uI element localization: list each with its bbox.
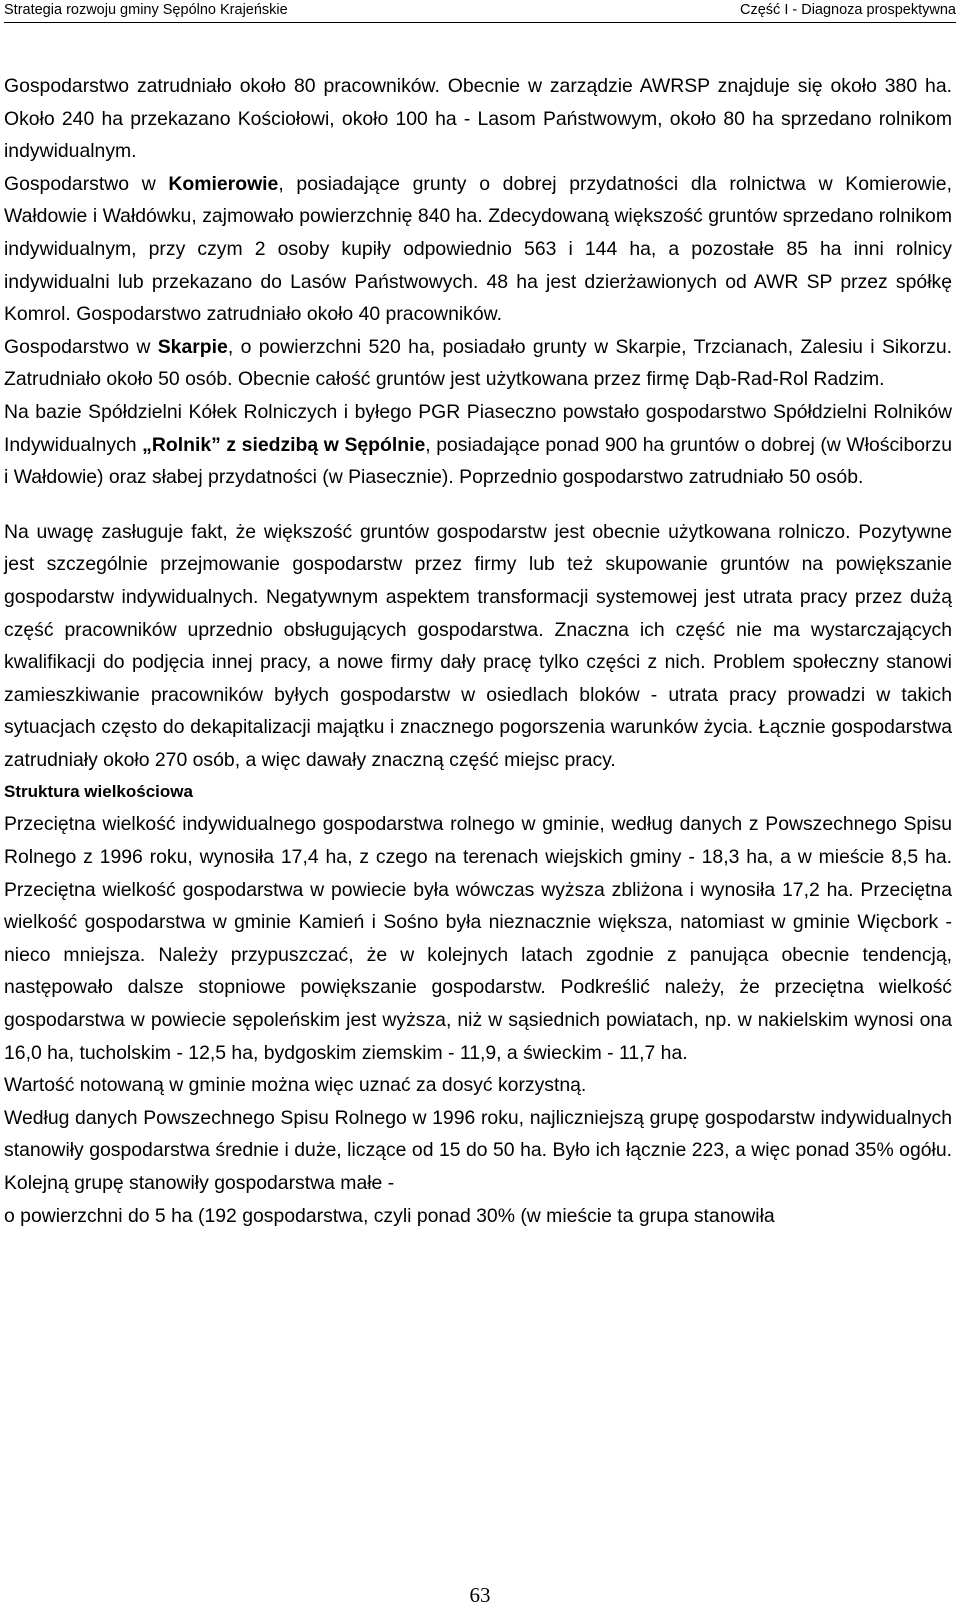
running-header <box>4 0 956 23</box>
header-section-title: Część I - Diagnoza prospektywna <box>740 2 956 18</box>
text-run: , o powierzchni 520 ha, posiadało grunty w Skarpie, Trzcianach, Zalesiu i Sikorzu. Zatrudniało około 50 osób. Obecnie całość gruntów jest użytkowana przez firmę Dąb-Rad-Rol Radzim. <box>4 335 952 391</box>
paragraph-spacer <box>4 494 952 516</box>
text-run: , posiadające grunty o dobrej przydatności dla rolnictwa w Komierowie, Wałdowie i Wałdówku, zajmowało powierzchnię 840 ha. Zdecydowaną większość gruntów sprzedano rolnikom indywidualnym, przy czym 2 osoby kupiły odpowiednio 563 i 144 ha, a pozostałe 85 ha inni rolnicy indywidualni lub przekazano do Lasów Państwowych. 48 ha jest dzierżawionych od AWR SP przez spółkę Komrol. Gospodarstwo zatrudniało około 40 pracowników. <box>4 172 952 326</box>
bold-place-name: Skarpie <box>157 335 228 358</box>
text-run: Gospodarstwo w <box>4 335 158 358</box>
paragraph-assessment: Wartość notowaną w gminie można więc uznać za dosyć korzystną. <box>4 1074 587 1097</box>
paragraph-continuation: o powierzchni do 5 ha (192 gospodarstwa, czyli ponad 30% (w mieście ta grupa stanowiła <box>4 1204 775 1227</box>
paragraph-census-groups: Według danych Powszechnego Spisu Rolnego w 1996 roku, najliczniejszą grupę gospodarstw indywidualnych stanowiły gospodarstwa średnie i duże, liczące od 15 do 50 ha. Było ich łącznie 223, a więc ponad 35% ogółu. Kolejną grupę stanowiły gospodarstwa małe - <box>4 1106 952 1194</box>
header-document-title: Strategia rozwoju gminy Sępólno Krajeńskie <box>4 2 288 18</box>
paragraph-average-size: Przeciętna wielkość indywidualnego gospodarstwa rolnego w gminie, według danych z Powszechnego Spisu Rolnego z 1996 roku, wynosiła 17,4 ha, z czego na terenach wiejskich gminy - 18,3 ha, a w mieście 8,5 ha. Przeciętna wielkość gospodarstwa w powiecie była wówczas wyższa zbliżona i wynosiła 17,2 ha. Przeciętna wielkość gospodarstwa w gminie Kamień i Sośno była nieznacznie większa, natomiast w gminie Więcbork - nieco mniejsza. Należy przypuszczać, że w kolejnych latach zgodnie z panująca obecnie tendencją, następowało dalsze stopniowe powiększanie gospodarstw. Podkreślić należy, że przeciętna wielkość gospodarstwa w powiecie sępoleńskim jest wyższa, niż w sąsiednich powiatach, np. w nakielskim wynosi ona 16,0 ha, tucholskim - 12,5 ha, bydgoskim ziemskim - 11,9, a świeckim - 11,7 ha. <box>4 813 952 1064</box>
text-run: Na bazie Spółdzielni Kółek Rolniczych i byłego PGR Piaseczno powstało gospodarstwo Spółdzielni Rolników Indywidualnych <box>4 400 952 456</box>
section-heading: Struktura wielkościowa <box>4 782 193 802</box>
paragraph-rolnik <box>4 396 952 494</box>
text-run: , posiadające ponad 900 ha gruntów o dobrej (w Włościborzu i Wałdowie) oraz słabej przydatności (w Piasecznie). Poprzednio gospodarstwo zatrudniało 50 osób. <box>4 433 952 489</box>
text-run: Gospodarstwo w <box>4 172 169 195</box>
paragraph-skarpa <box>4 331 952 396</box>
paragraph-komierowo <box>4 168 952 331</box>
paragraph-gospodarstwo-intro: Gospodarstwo zatrudniało około 80 pracowników. Obecnie w zarządzie AWRSP znajduje się około 380 ha. Około 240 ha przekazano Kościołowi, około 100 ha - Lasom Państwowym, około 80 ha sprzedano rolnikom indywidualnym. <box>4 75 952 163</box>
document-body <box>4 70 952 1232</box>
page-number: 63 <box>469 1583 491 1607</box>
bold-place-name: Komierowie <box>168 172 279 195</box>
paragraph-land-use: Na uwagę zasługuje fakt, że większość gruntów gospodarstw jest obecnie użytkowana rolniczo. Pozytywne jest szczególnie przejmowanie gospodarstw przez firmy lub też skupowanie gruntów na powiększanie gospodarstw indywidualnych. Negatywnym aspektem transformacji systemowej jest utrata pracy przez dużą część pracowników uprzednio obsługujących gospodarstwa. Znaczna ich część nie ma wystarczających kwalifikacji do podjęcia innej pracy, a nowe firmy dały pracę tylko części z nich. Problem społeczny stanowi zamieszkiwanie pracowników byłych gospodarstw w osiedlach bloków - utrata pracy prowadzi w takich sytuacjach często do dekapitalizacji majątku i znacznego pogorszenia warunków życia. Łącznie gospodarstwa zatrudniały około 270 osób, a więc dawały znaczną część miejsc pracy. <box>4 520 952 771</box>
bold-cooperative-name: „Rolnik” z siedzibą w Sępólnie <box>142 433 426 456</box>
